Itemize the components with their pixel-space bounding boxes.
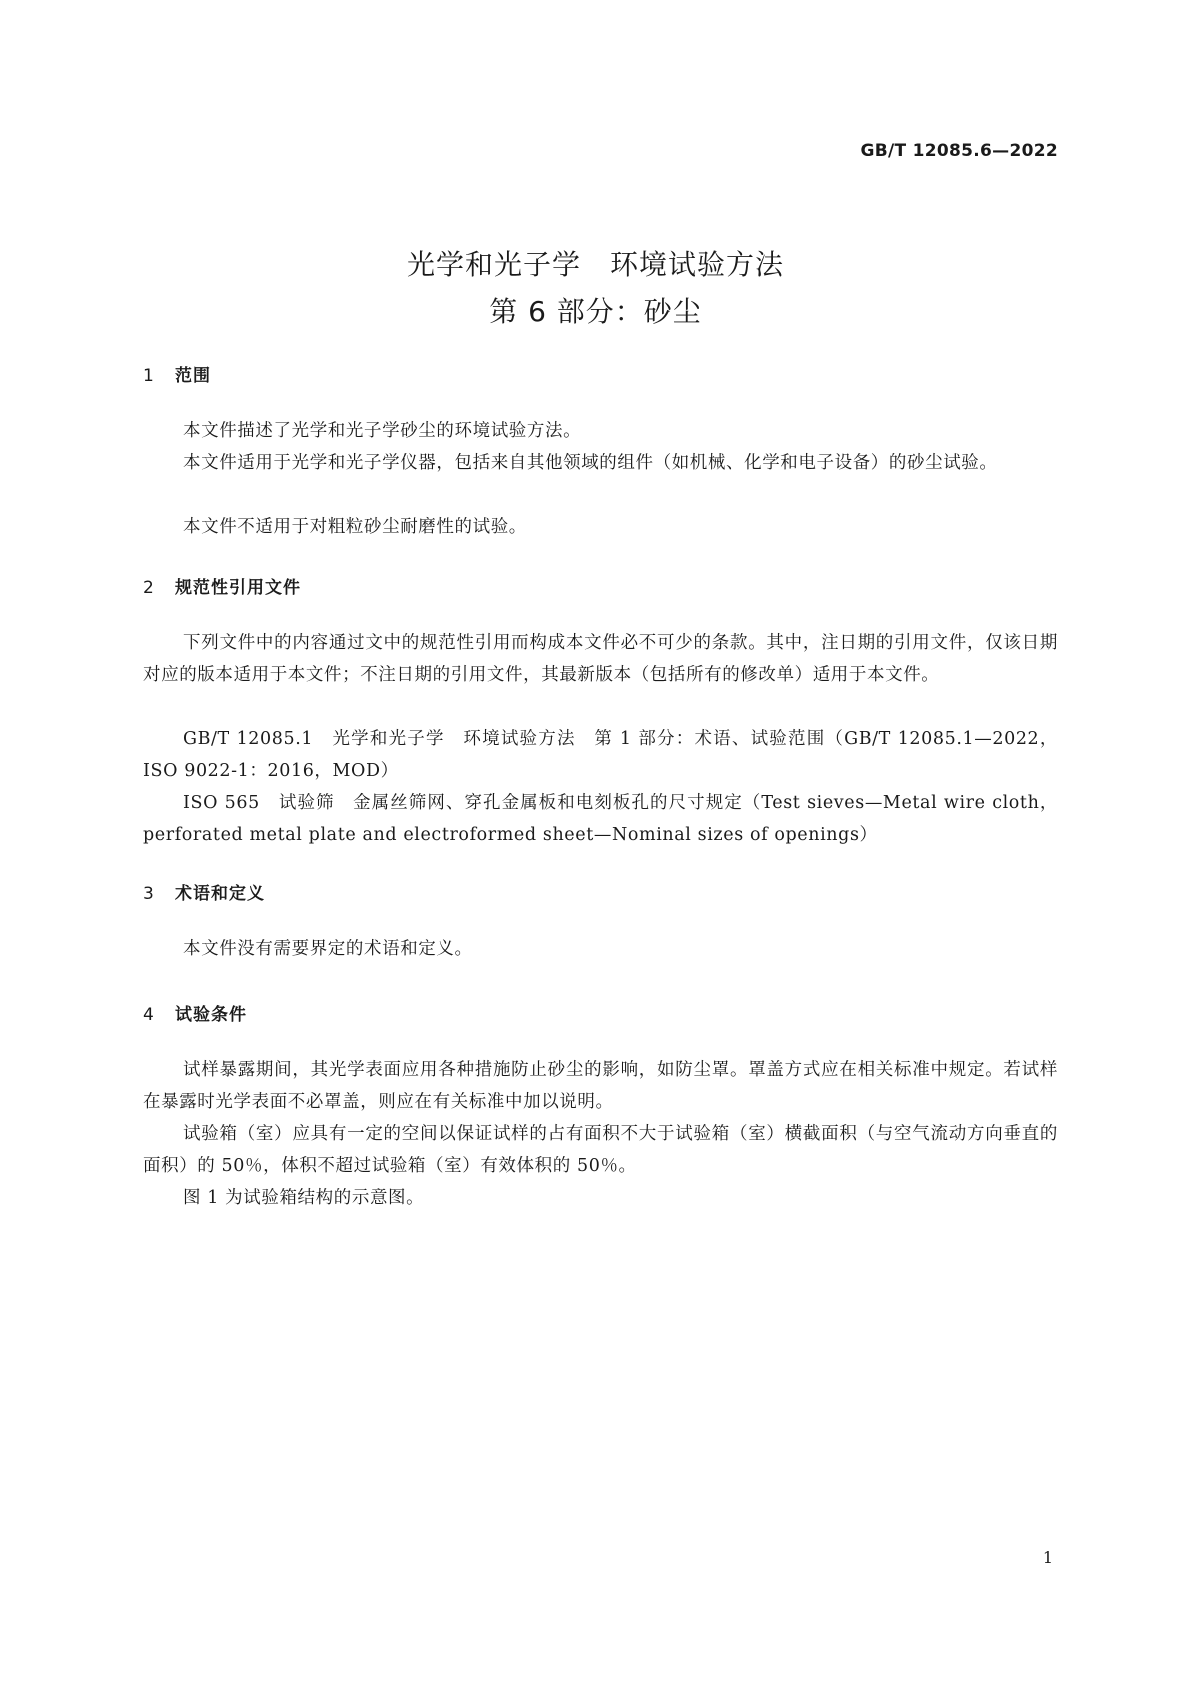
paragraph: 试验箱（室）应具有一定的空间以保证试样的占有面积不大于试验箱（室）横截面积（与空气流动方向垂直的面积）的 50％，体积不超过试验箱（室）有效体积的 50％。 [143, 1124, 1058, 1176]
section-heading-scope [143, 361, 211, 386]
section-number: 3 [143, 884, 155, 904]
section-title: 范围 [175, 366, 211, 386]
document-title-line1: 光学和光子学 环境试验方法 [406, 248, 784, 281]
paragraph: 本文件适用于光学和光子学仪器，包括来自其他领域的组件（如机械、化学和电子设备）的砂尘试验。 [183, 453, 998, 473]
section-title: 规范性引用文件 [175, 578, 301, 598]
section-title: 术语和定义 [175, 884, 265, 904]
section-number: 2 [143, 578, 155, 598]
paragraph: 图 1 为试验箱结构的示意图。 [183, 1188, 425, 1208]
paragraph: 本文件不适用于对粗粒砂尘耐磨性的试验。 [183, 517, 527, 537]
page-number: 1 [1042, 1548, 1053, 1567]
standard-number: GB/T 12085.6—2022 [860, 141, 1058, 161]
paragraph: 试样暴露期间，其光学表面应用各种措施防止砂尘的影响，如防尘罩。罩盖方式应在相关标准中规定。若试样在暴露时光学表面不必罩盖，则应在有关标准中加以说明。 [143, 1060, 1058, 1112]
paragraph: 本文件没有需要界定的术语和定义。 [183, 939, 473, 959]
paragraph: 下列文件中的内容通过文中的规范性引用而构成本文件必不可少的条款。其中，注日期的引用文件，仅该日期对应的版本适用于本文件；不注日期的引用文件，其最新版本（包括所有的修改单）适用于本文件。 [143, 633, 1058, 685]
section-heading-test-conditions [143, 1000, 247, 1025]
section-number: 1 [143, 366, 155, 386]
section-number: 4 [143, 1005, 155, 1025]
section-title: 试验条件 [175, 1005, 247, 1025]
section-heading-normative-references [143, 573, 301, 598]
reference-entry-iso-565: ISO 565 试验筛 金属丝筛网、穿孔金属板和电刻板孔的尺寸规定（Test sieves—Metal wire cloth，perforated metal plate and electroformed sheet—Nominal sizes of openings） [143, 793, 1058, 845]
document-title-line2: 第 6 部分：砂尘 [489, 295, 702, 328]
paragraph: 本文件描述了光学和光子学砂尘的环境试验方法。 [183, 421, 582, 441]
reference-entry-gbt-12085-1: GB/T 12085.1 光学和光子学 环境试验方法 第 1 部分：术语、试验范围（GB/T 12085.1—2022，ISO 9022-1：2016，MOD） [143, 729, 1058, 781]
section-heading-terms [143, 879, 265, 904]
